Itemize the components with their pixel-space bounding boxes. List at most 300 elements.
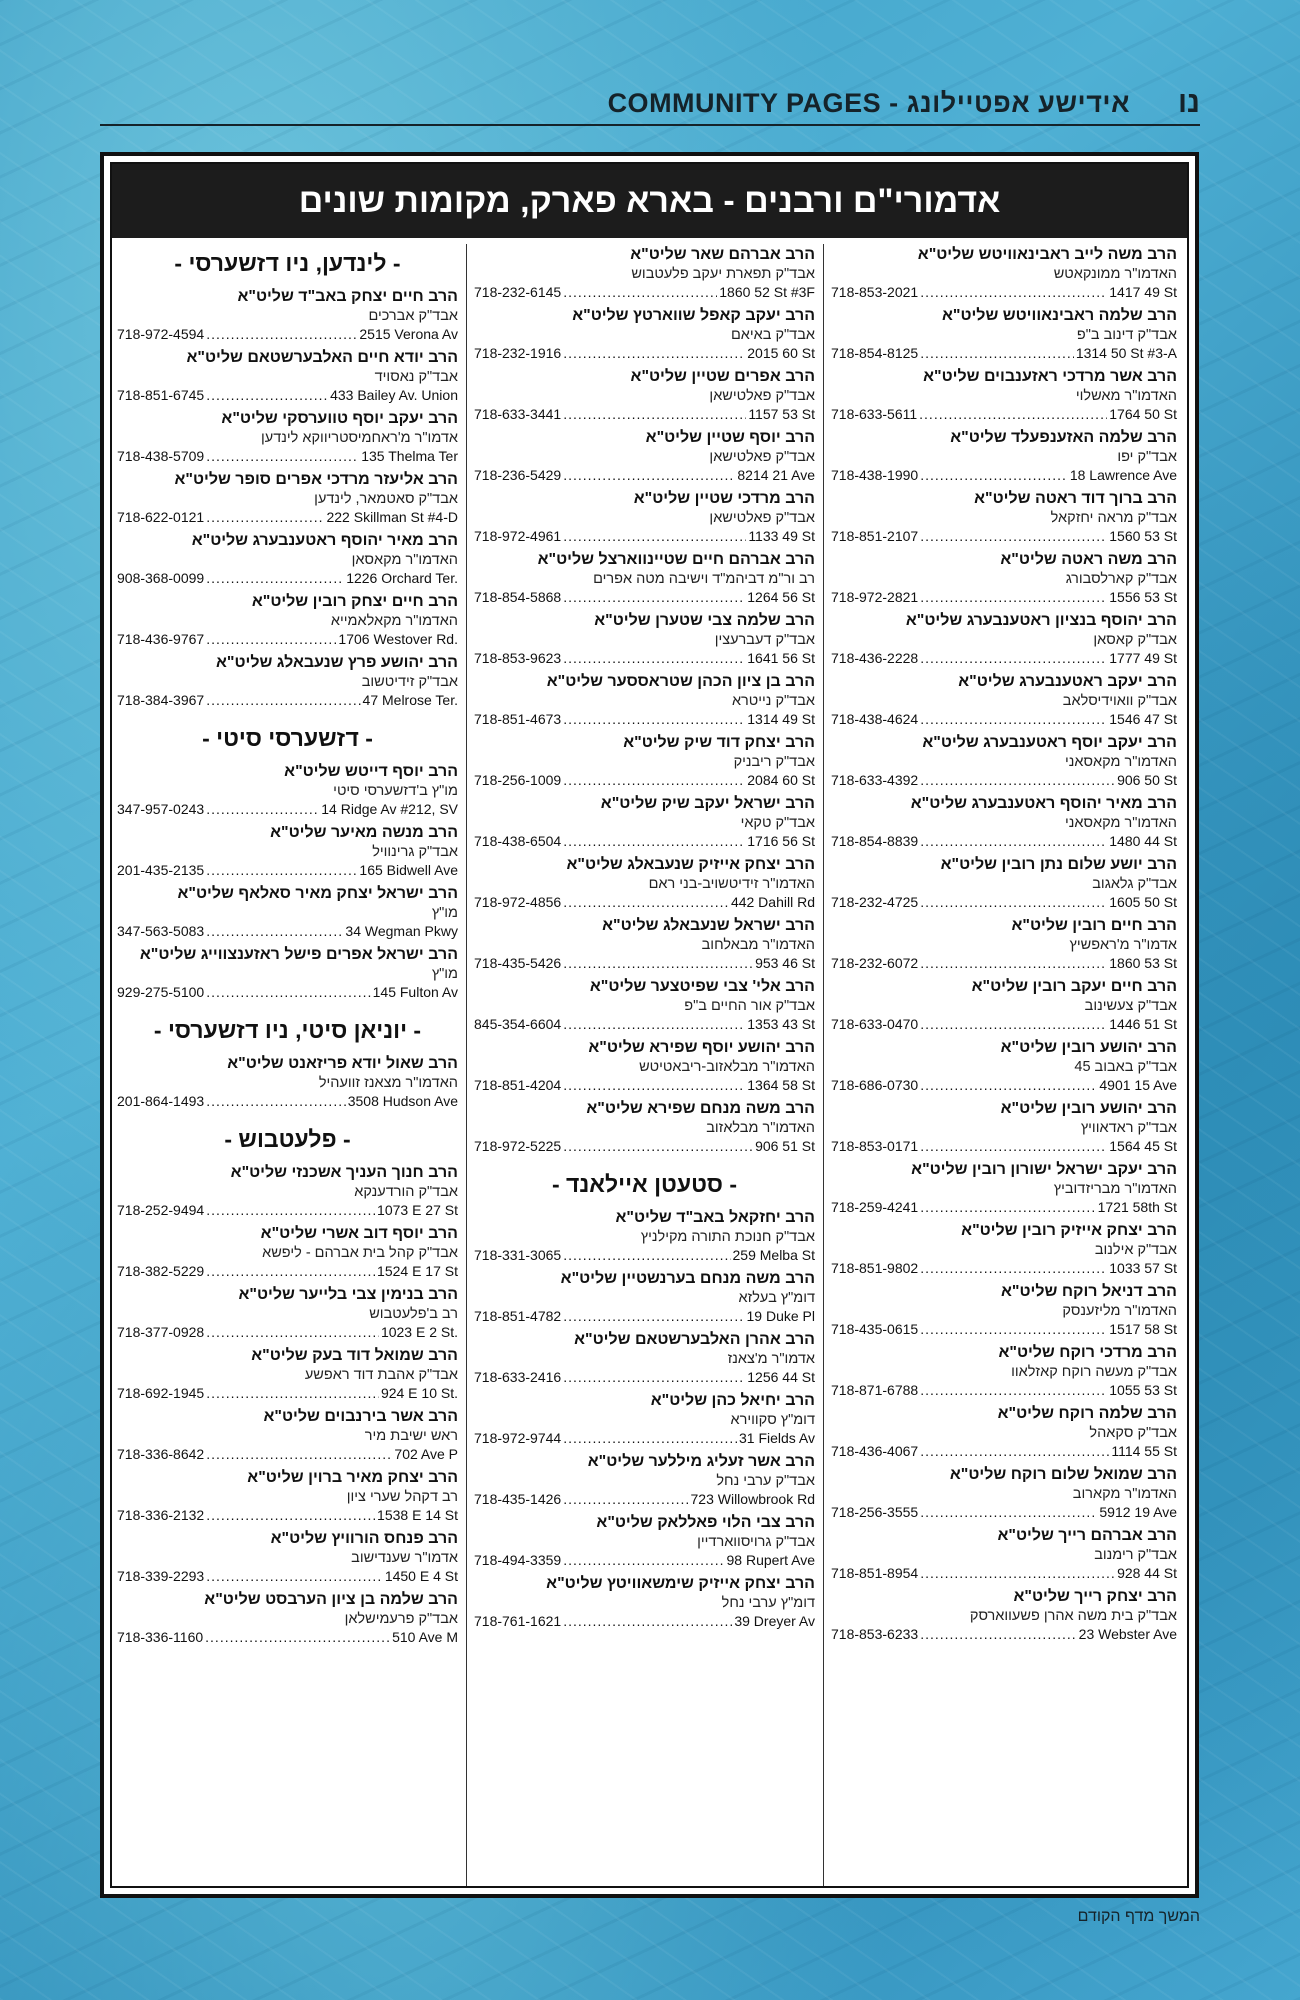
- leader-dots: [920, 1625, 1076, 1643]
- directory-entry: [117, 1162, 458, 1219]
- entry-title: האדמו"ר זידיטשויב-בני ראם: [648, 876, 815, 892]
- entry-name: הרב משה לייב ראבינאוויטש שליט"א: [917, 246, 1177, 263]
- entry-address: 1073 E 27 St: [377, 1202, 458, 1218]
- entry-title: אבד"ק נאסויד: [374, 369, 458, 385]
- directory-entry: [831, 732, 1177, 789]
- leader-dots: [206, 691, 360, 709]
- entry-phone: 718-622-0121: [117, 509, 205, 525]
- directory-entry: [117, 286, 458, 343]
- entry-title: אדמו"ר מ'צאנז: [727, 1351, 815, 1367]
- leader-dots: [920, 1320, 1107, 1338]
- directory-entry: [831, 854, 1177, 911]
- leader-dots: [920, 1259, 1107, 1277]
- entry-phone: 718-382-5229: [117, 1263, 205, 1279]
- directory-entry: [831, 427, 1177, 484]
- entry-phone: 718-851-4782: [474, 1308, 562, 1324]
- entry-title: האדמו"ר מצאנז זוועהיל: [318, 1075, 458, 1091]
- entry-contact-line: [117, 1323, 458, 1341]
- entry-title: אבד"ק גרויסווארדיין: [697, 1534, 815, 1550]
- directory-entry: [831, 915, 1177, 972]
- directory-entry: [474, 1573, 815, 1630]
- entry-address: 433 Bailey Av. Union: [330, 387, 458, 403]
- leader-dots: [920, 649, 1107, 667]
- entry-address: 1605 50 St: [1109, 894, 1177, 910]
- entry-contact-line: [474, 1612, 815, 1630]
- leader-dots: [563, 1246, 730, 1264]
- directory-entry: [831, 1159, 1177, 1216]
- entry-name: הרב יהושע רובין שליט"א: [1000, 1100, 1177, 1117]
- entry-contact-line: [117, 569, 458, 587]
- entry-phone: 718-436-2228: [831, 650, 919, 666]
- entry-address: 23 Webster Ave: [1078, 1626, 1177, 1642]
- entry-address: 259 Melba St: [732, 1247, 815, 1263]
- entry-phone: 718-232-4725: [831, 894, 919, 910]
- entry-address: 31 Fields Av: [738, 1430, 815, 1446]
- directory-entry: [474, 610, 815, 667]
- entry-title: ראש ישיבת מיר: [364, 1428, 458, 1444]
- entry-address: 906 50 St: [1117, 772, 1177, 788]
- entry-title: אבד"ק אילנוב: [1094, 1242, 1177, 1258]
- leader-dots: [206, 1384, 379, 1402]
- entry-phone: 718-972-9744: [474, 1430, 562, 1446]
- directory-entry: [117, 1053, 458, 1110]
- entry-contact-line: [474, 466, 815, 484]
- entry-contact-line: [117, 447, 458, 465]
- entry-name: הרב אברהם חיים שטיינווארצל שליט"א: [537, 551, 815, 568]
- entry-contact-line: [117, 1262, 458, 1280]
- entry-contact-line: [117, 922, 458, 940]
- entry-address: 702 Ave P: [394, 1446, 458, 1462]
- leader-dots: [563, 466, 735, 484]
- entry-contact-line: [474, 1246, 815, 1264]
- entry-title: אבד"ק מראה יחזקאל: [1050, 510, 1177, 526]
- entry-contact-line: [474, 283, 815, 301]
- entry-address: 924 E 10 St.: [380, 1385, 458, 1401]
- entry-address: 1480 44 St: [1109, 833, 1177, 849]
- entry-contact-line: [831, 1137, 1177, 1155]
- entry-phone: 718-972-2821: [831, 589, 919, 605]
- directory-entry: [117, 652, 458, 709]
- entry-contact-line: [117, 1384, 458, 1402]
- entry-name: הרב יצחק דוד שיק שליט"א: [623, 734, 815, 751]
- entry-title: אבד"ק באבוב 45: [1074, 1059, 1177, 1075]
- leader-dots: [563, 710, 745, 728]
- entry-title: האדמו"ר מקארוב: [1072, 1486, 1177, 1502]
- entry-title: אבד"ק מעשה רוקח קאזלאוו: [1011, 1364, 1177, 1380]
- section-heading: - לינדען, ניו דזשערסי -: [174, 250, 401, 276]
- entry-phone: 718-252-9494: [117, 1202, 205, 1218]
- entry-name: הרב יחיאל כהן שליט"א: [650, 1392, 815, 1409]
- directory-entry: [831, 793, 1177, 850]
- entry-name: הרב יושע שלום נתן רובין שליט"א: [940, 856, 1177, 873]
- entry-address: 4901 15 Ave: [1099, 1077, 1177, 1093]
- entry-address: 1033 57 St: [1109, 1260, 1177, 1276]
- entry-address: 8214 21 Ave: [737, 467, 815, 483]
- section-heading: - סטעטן איילאנד -: [551, 1171, 738, 1197]
- leader-dots: [920, 344, 1074, 362]
- leader-dots: [920, 527, 1107, 545]
- entry-title: אבד"ק ערבי נחל: [716, 1473, 815, 1489]
- entry-address: 1564 45 St: [1109, 1138, 1177, 1154]
- entry-name: הרב דניאל רוקח שליט"א: [1001, 1283, 1177, 1300]
- directory-entry: [474, 1268, 815, 1325]
- leader-dots: [920, 1198, 1095, 1216]
- entry-title: אבד"ק פאלטישאן: [709, 388, 815, 404]
- directory-entry: [831, 1220, 1177, 1277]
- entry-title: דומ"ץ סקווירא: [730, 1412, 815, 1428]
- leader-dots: [563, 1429, 737, 1447]
- entry-contact-line: [831, 1259, 1177, 1277]
- leader-dots: [563, 1015, 745, 1033]
- leader-dots: [920, 893, 1107, 911]
- entry-title: רב ור"מ דביהמ"ד וישיבה מטה אפרים: [593, 571, 815, 587]
- entry-title: האדמו"ר מקאסאן: [351, 552, 458, 568]
- directory-entry: [474, 1390, 815, 1447]
- leader-dots: [206, 325, 357, 343]
- leader-dots: [205, 1628, 390, 1646]
- entry-contact-line: [117, 630, 458, 648]
- leader-dots: [206, 922, 343, 940]
- leader-dots: [563, 893, 729, 911]
- entry-contact-line: [474, 710, 815, 728]
- entry-title: אבד"ק קהל בית אברהם - ליפשא: [262, 1245, 458, 1261]
- entry-name: הרב מרדכי רוקח שליט"א: [998, 1344, 1177, 1361]
- leader-dots: [563, 527, 746, 545]
- entry-title: אבד"ק אור החיים ב"פ: [684, 998, 815, 1014]
- entry-name: הרב צבי הלוי פאללאק שליט"א: [596, 1514, 815, 1531]
- column-1: [827, 244, 1181, 1886]
- entry-name: הרב ישראל יעקב שיק שליט"א: [600, 795, 815, 812]
- leader-dots: [206, 861, 357, 879]
- entry-title: אבד"ק צעשינוב: [1084, 998, 1177, 1014]
- entry-contact-line: [831, 649, 1177, 667]
- entry-address: 1560 53 St: [1109, 528, 1177, 544]
- entry-title: האדמו"ר מבלאזוב: [706, 1120, 815, 1136]
- directory-entry: [474, 1037, 815, 1094]
- entry-phone: 718-692-1945: [117, 1385, 205, 1401]
- entry-address: 14 Ridge Av #212, SV: [321, 801, 458, 817]
- entry-name: הרב שמואל שלום רוקח שליט"א: [949, 1466, 1177, 1483]
- entry-address: 1706 Westover Rd.: [338, 631, 458, 647]
- directory-entry: [474, 915, 815, 972]
- page-header: [100, 86, 1200, 126]
- entry-name: הרב יעקב ישראל ישורון רובין שליט"א: [911, 1161, 1177, 1178]
- leader-dots: [920, 710, 1107, 728]
- entry-contact-line: [474, 771, 815, 789]
- entry-title: אדמו"ר שענדישוב: [351, 1550, 458, 1566]
- entry-address: 1417 49 St: [1109, 284, 1177, 300]
- directory-entry: [831, 1098, 1177, 1155]
- column-3: [113, 244, 467, 1886]
- entry-name: הרב משה מנחם שפירא שליט"א: [586, 1100, 815, 1117]
- entry-contact-line: [831, 954, 1177, 972]
- entry-name: הרב יצחק רייך שליט"א: [1013, 1588, 1177, 1605]
- directory-entry: [831, 366, 1177, 423]
- entry-contact-line: [831, 405, 1177, 423]
- entry-phone: 718-232-1916: [474, 345, 562, 361]
- entry-address: 135 Thelma Ter: [361, 448, 458, 464]
- entry-address: 1114 55 St: [1111, 1443, 1177, 1459]
- leader-dots: [563, 1490, 688, 1508]
- entry-contact-line: [831, 1320, 1177, 1338]
- entry-contact-line: [474, 527, 815, 545]
- directory-entry: [474, 427, 815, 484]
- entry-address: 39 Dreyer Av: [734, 1613, 815, 1629]
- leader-dots: [206, 630, 336, 648]
- entry-phone: 718-633-4392: [831, 772, 919, 788]
- leader-dots: [206, 800, 319, 818]
- entry-name: הרב שלמה צבי שטערן שליט"א: [594, 612, 815, 629]
- entry-address: 1133 49 St: [748, 528, 815, 544]
- entry-name: הרב משה ראטה שליט"א: [1000, 551, 1177, 568]
- leader-dots: [206, 508, 324, 526]
- entry-contact-line: [117, 861, 458, 879]
- entry-title: אבד"ק טקאי: [740, 815, 815, 831]
- entry-phone: 718-853-9623: [474, 650, 562, 666]
- entry-name: הרב אליעזר מרדכי אפרים סופר שליט"א: [174, 471, 458, 488]
- entry-phone: 718-851-4204: [474, 1077, 562, 1093]
- entry-address: 1860 53 St: [1109, 955, 1177, 971]
- entry-address: 906 51 St: [755, 1138, 815, 1154]
- entry-name: הרב אברהם רייך שליט"א: [997, 1527, 1177, 1544]
- entry-phone: 347-563-5083: [117, 923, 205, 939]
- entry-phone: 718-232-6145: [474, 284, 562, 300]
- entry-contact-line: [117, 508, 458, 526]
- entry-contact-line: [831, 588, 1177, 606]
- directory-entry: [474, 1329, 815, 1386]
- leader-dots: [563, 1612, 732, 1630]
- entry-contact-line: [831, 832, 1177, 850]
- entry-address: 165 Bidwell Ave: [359, 862, 458, 878]
- entry-address: 2515 Verona Av: [359, 326, 458, 342]
- directory-entry: [117, 761, 458, 818]
- entry-contact-line: [117, 1567, 458, 1585]
- entry-phone: 718-436-9767: [117, 631, 205, 647]
- directory-entry: [117, 347, 458, 404]
- entry-address: 47 Melrose Ter.: [362, 692, 458, 708]
- entry-title: אבד"ק אברכים: [368, 308, 458, 324]
- entry-title: האדמו"ר מליזענסק: [1062, 1303, 1177, 1319]
- entry-contact-line: [474, 344, 815, 362]
- entry-phone: 718-854-8839: [831, 833, 919, 849]
- directory-entry: [117, 1467, 458, 1524]
- entry-contact-line: [474, 893, 815, 911]
- directory-entry: [831, 976, 1177, 1033]
- directory-entry: [831, 1525, 1177, 1582]
- leader-dots: [206, 1506, 375, 1524]
- directory-frame: [100, 152, 1199, 1898]
- entry-title: אבד"ק דעברעצין: [714, 632, 815, 648]
- entry-name: הרב מנשה מאיער שליט"א: [270, 824, 458, 841]
- leader-dots: [206, 1262, 375, 1280]
- entry-phone: 718-438-6504: [474, 833, 562, 849]
- entry-title: האדמו"ר מקאלאמייא: [330, 613, 458, 629]
- entry-address: 723 Willowbrook Rd: [690, 1491, 815, 1507]
- entry-title: אבד"ק אהבת דוד ראפשע: [304, 1367, 458, 1383]
- directory-entry: [831, 1281, 1177, 1338]
- entry-contact-line: [474, 649, 815, 667]
- directory-entry: [474, 1207, 815, 1264]
- leader-dots: [563, 1076, 745, 1094]
- directory-entry: [474, 305, 815, 362]
- leader-dots: [920, 1137, 1107, 1155]
- directory-entry: [474, 854, 815, 911]
- entry-phone: 718-633-2416: [474, 1369, 562, 1385]
- entry-contact-line: [831, 893, 1177, 911]
- entry-phone: 718-331-3065: [474, 1247, 562, 1263]
- entry-name: הרב יהושע רובין שליט"א: [1000, 1039, 1177, 1056]
- entry-contact-line: [117, 1628, 458, 1646]
- entry-address: 1764 50 St: [1109, 406, 1177, 422]
- entry-phone: 845-354-6604: [474, 1016, 562, 1032]
- leader-dots: [920, 1564, 1115, 1582]
- entry-phone: 718-851-2107: [831, 528, 919, 544]
- entry-contact-line: [831, 466, 1177, 484]
- entry-title: אדמו"ר מ'ראפשיץ: [1069, 937, 1177, 953]
- entry-address: 1226 Orchard Ter.: [346, 570, 458, 586]
- entry-phone: 718-853-0171: [831, 1138, 919, 1154]
- entry-phone: 718-972-5225: [474, 1138, 562, 1154]
- title-bar: [112, 164, 1187, 238]
- entry-name: הרב חיים יצחק רובין שליט"א: [251, 593, 458, 610]
- entry-address: 1256 44 St: [747, 1369, 815, 1385]
- entry-name: הרב יהוסף בנציון ראטענבערג שליט"א: [905, 612, 1177, 629]
- leader-dots: [920, 832, 1107, 850]
- section-heading: - פלעטבוש -: [224, 1126, 351, 1152]
- entry-title: אבד"ק יפו: [1117, 449, 1177, 465]
- entry-address: 2084 60 St: [747, 772, 815, 788]
- entry-title: אבד"ק ראדאוויץ: [1080, 1120, 1177, 1136]
- section-heading: - יוניאן סיטי, ניו דזשערסי -: [153, 1017, 422, 1043]
- entry-title: האדמו"ר מקאסאני: [1064, 815, 1177, 831]
- directory-entry: [117, 408, 458, 465]
- leader-dots: [563, 1551, 724, 1569]
- entry-name: הרב שלמה ראבינאוויטש שליט"א: [941, 307, 1177, 324]
- directory-entry: [474, 1451, 815, 1508]
- entry-title: אבד"ק בית משה אהרן פשעווארסק: [969, 1608, 1177, 1624]
- entry-phone: 718-259-4241: [831, 1199, 919, 1215]
- entry-name: הרב בנימין צבי בלייער שליט"א: [238, 1286, 458, 1303]
- leader-dots: [563, 588, 745, 606]
- leader-dots: [206, 386, 328, 404]
- entry-title: רב דקהל שערי ציון: [346, 1489, 458, 1505]
- entry-title: דומ"ץ ערבי נחל: [721, 1595, 815, 1611]
- entry-title: אבד"ק גרינוויל: [372, 844, 458, 860]
- entry-phone: 718-384-3967: [117, 692, 205, 708]
- leader-dots: [920, 1076, 1097, 1094]
- directory-entry: [117, 822, 458, 879]
- entry-phone: 718-435-1426: [474, 1491, 562, 1507]
- entry-name: הרב יצחק אייזיק רובין שליט"א: [961, 1222, 1177, 1239]
- entry-contact-line: [474, 1551, 815, 1569]
- directory-entry: [831, 305, 1177, 362]
- entry-contact-line: [117, 800, 458, 818]
- entry-name: הרב אלי' צבי שפיטצער שליט"א: [589, 978, 815, 995]
- leader-dots: [920, 283, 1107, 301]
- entry-address: 19 Duke Pl: [746, 1308, 815, 1324]
- entry-address: 928 44 St: [1117, 1565, 1177, 1581]
- directory-entry: [474, 671, 815, 728]
- directory-entry: [831, 1037, 1177, 1094]
- entry-address: 1157 53 St: [748, 406, 815, 422]
- entry-address: 1055 53 St: [1109, 1382, 1177, 1398]
- entry-title: אבד"ק ריבניק: [733, 754, 815, 770]
- leader-dots: [206, 1201, 375, 1219]
- leader-dots: [563, 1368, 745, 1386]
- entry-title: אבד"ק דינוב ב"פ: [1076, 327, 1177, 343]
- entry-name: הרב יעקב יוסף טווערסקי שליט"א: [221, 410, 458, 427]
- entry-name: הרב אשר בירנבוים שליט"א: [263, 1408, 458, 1425]
- entry-name: הרב ישראל שנעבאלג שליט"א: [602, 917, 815, 934]
- directory-entry: [117, 530, 458, 587]
- entry-name: הרב שלמה רוקח שליט"א: [997, 1405, 1177, 1422]
- directory-entry: [831, 488, 1177, 545]
- entry-contact-line: [474, 954, 815, 972]
- entry-phone: 718-256-1009: [474, 772, 562, 788]
- page-number: נו: [1178, 86, 1200, 119]
- entry-name: הרב ישראל אפרים פישל ראזענצווייג שליט"א: [139, 946, 458, 963]
- entry-name: הרב יהושע יוסף שפירא שליט"א: [588, 1039, 815, 1056]
- entry-phone: 718-438-5709: [117, 448, 205, 464]
- entry-phone: 908-368-0099: [117, 570, 205, 586]
- directory-entry: [831, 1586, 1177, 1643]
- entry-address: 1777 49 St: [1109, 650, 1177, 666]
- entry-title: אבד"ק וואוידיסלאב: [1062, 693, 1177, 709]
- entry-contact-line: [117, 1506, 458, 1524]
- entry-name: הרב שמואל דוד בעק שליט"א: [251, 1347, 458, 1364]
- entry-contact-line: [117, 1201, 458, 1219]
- entry-address: 3508 Hudson Ave: [347, 1093, 458, 1109]
- entry-name: הרב יודא חיים האלבערשטאם שליט"א: [186, 349, 458, 366]
- entry-name: הרב יצחק אייזיק שימשאוויטץ שליט"א: [546, 1575, 815, 1592]
- leader-dots: [563, 344, 745, 362]
- entry-phone: 718-377-0928: [117, 1324, 205, 1340]
- directory-entry: [474, 976, 815, 1033]
- entry-title: האדמו"ר מאשלוי: [1075, 388, 1177, 404]
- entry-contact-line: [117, 691, 458, 709]
- entry-name: הרב מאיר יהוסף ראטענבערג שליט"א: [191, 532, 458, 549]
- entry-contact-line: [474, 1076, 815, 1094]
- leader-dots: [206, 569, 344, 587]
- entry-phone: 718-853-6233: [831, 1626, 919, 1642]
- entry-phone: 718-854-5868: [474, 589, 562, 605]
- directory-entry: [831, 1403, 1177, 1460]
- entry-address: 18 Lawrence Ave: [1069, 467, 1177, 483]
- entry-name: הרב שלמה בן ציון הערבסט שליט"א: [204, 1591, 458, 1608]
- entry-title: מו"ץ: [431, 966, 458, 982]
- entry-address: 1446 51 St: [1109, 1016, 1177, 1032]
- entry-contact-line: [474, 1307, 815, 1325]
- entry-title: אבד"ק קאסאן: [1093, 632, 1177, 648]
- entry-contact-line: [831, 1198, 1177, 1216]
- leader-dots: [920, 771, 1115, 789]
- entry-contact-line: [831, 710, 1177, 728]
- entry-contact-line: [117, 325, 458, 343]
- entry-contact-line: [474, 1015, 815, 1033]
- entry-contact-line: [831, 1564, 1177, 1582]
- leader-dots: [563, 1137, 753, 1155]
- entry-name: הרב יצחק אייזיק שנעבאלג שליט"א: [566, 856, 815, 873]
- entry-address: 1353 43 St: [747, 1016, 815, 1032]
- entry-name: הרב אשר זעליג מיללער שליט"א: [587, 1453, 815, 1470]
- entry-phone: 718-972-4594: [117, 326, 205, 342]
- entry-address: 1314 50 St #3-A: [1075, 345, 1177, 361]
- directory-entry: [117, 944, 458, 1001]
- entry-name: הרב יוסף דייטש שליט"א: [284, 763, 458, 780]
- entry-phone: 718-761-1621: [474, 1613, 562, 1629]
- entry-phone: 718-851-4673: [474, 711, 562, 727]
- entry-phone: 718-435-5426: [474, 955, 562, 971]
